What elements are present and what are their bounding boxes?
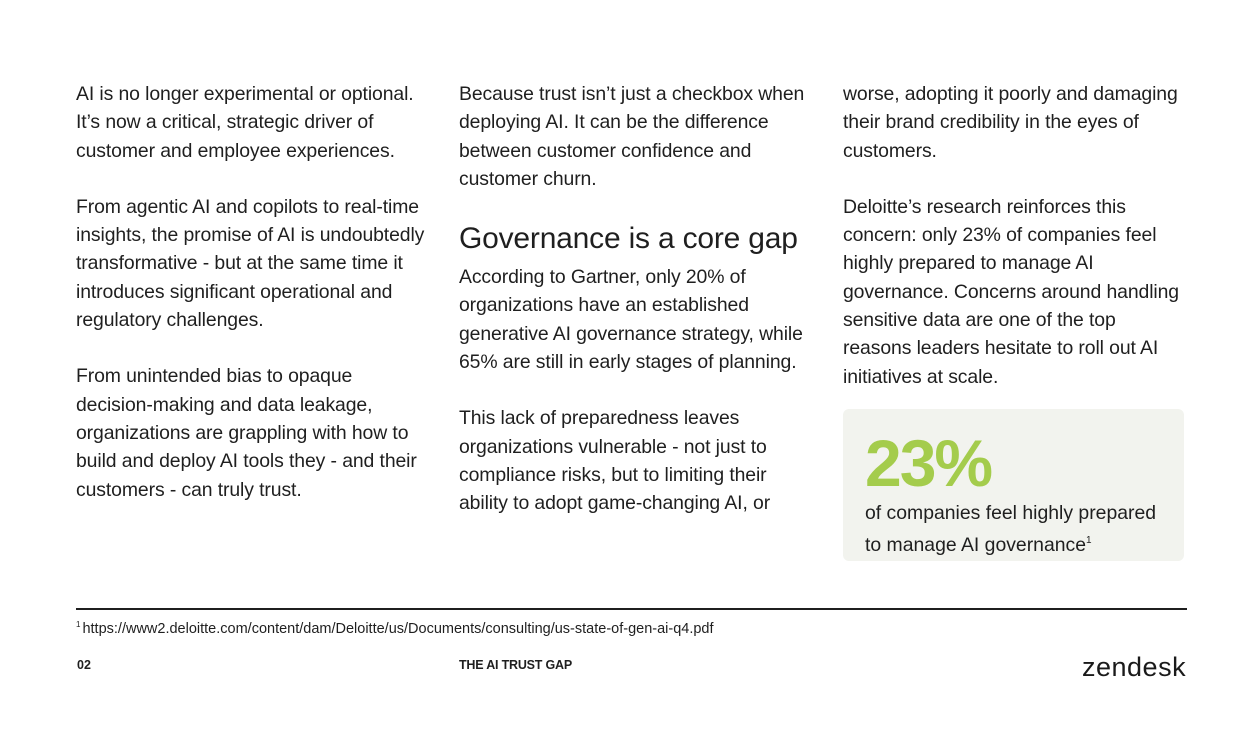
- section-heading: Governance is a core gap: [459, 222, 798, 256]
- paragraph: worse, adopting it poorly and damaging their brand credibility in the eyes of customers.: [843, 83, 1178, 162]
- stat-description: [865, 499, 1172, 560]
- document-title: THE AI TRUST GAP: [459, 658, 573, 672]
- paragraph: From agentic AI and copilots to real-time insights, the promise of AI is undoubtedly transformative - but at the same time it introduces significant operational and regulatory challenges.: [76, 195, 425, 332]
- page-number: 02: [77, 658, 91, 672]
- paragraph: This lack of preparedness leaves organizations vulnerable - not just to compliance risks, but to limiting their ability to adopt game-changing AI, or: [459, 407, 771, 515]
- paragraph: Because trust isn’t just a checkbox when deploying AI. It can be the difference between customer confidence and customer churn.: [459, 83, 805, 190]
- column-1: [76, 80, 426, 532]
- footnote-url[interactable]: https://www2.deloitte.com/content/dam/Deloitte/us/Documents/consulting/us-state-of-gen-ai-q4.pdf: [82, 621, 714, 637]
- paragraph: From unintended bias to opaque decision-making and data leakage, organizations are grappling with how to build and deploy AI tools they - and their customers - can truly trust.: [76, 365, 417, 501]
- paragraph: Deloitte’s research reinforces this concern: only 23% of companies feel highly prepared to manage AI governance. Concerns around handling sensitive data are one of the top reasons leaders hesitate to roll out AI initiatives at scale.: [843, 195, 1179, 388]
- footnote-divider: [76, 608, 1187, 610]
- stat-value: 23%: [865, 425, 992, 500]
- footnote: [76, 620, 714, 637]
- stat-description-text: of companies feel highly prepared to manage AI governance: [865, 501, 1157, 557]
- footnote-ref: 1: [1086, 535, 1092, 547]
- column-3: [843, 80, 1188, 561]
- footnote-marker: 1: [76, 620, 81, 629]
- zendesk-logo: zendesk: [1082, 652, 1187, 682]
- paragraph: AI is no longer experimental or optional. It’s now a critical, strategic driver of customer and employee experiences.: [76, 83, 414, 162]
- paragraph: According to Gartner, only 20% of organizations have an established generative AI governance strategy, while 65% are still in early stages of planning.: [459, 266, 803, 374]
- column-2: [459, 80, 809, 546]
- stat-callout: [843, 409, 1184, 561]
